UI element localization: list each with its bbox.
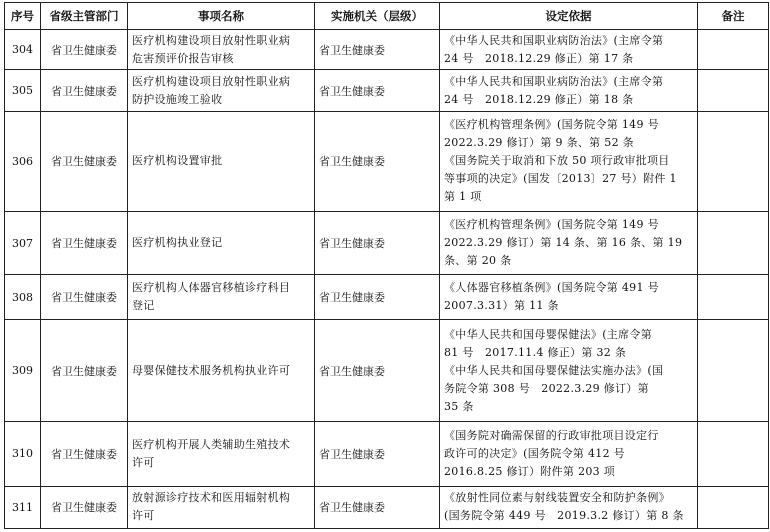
item-name-line: 防护设施竣工验收 bbox=[132, 92, 223, 106]
row-dept: 省卫生健康委 bbox=[41, 30, 128, 70]
row-dept: 省卫生健康委 bbox=[41, 486, 128, 529]
basis-line: 35 条 bbox=[444, 399, 474, 413]
row-note bbox=[698, 70, 769, 111]
row-basis bbox=[440, 111, 698, 211]
row-basis bbox=[440, 486, 698, 529]
row-note bbox=[698, 486, 769, 529]
row-agency: 省卫生健康委 bbox=[315, 30, 440, 70]
basis-line: 条、第 20 条 bbox=[444, 254, 512, 268]
row-dept: 省卫生健康委 bbox=[41, 70, 128, 111]
row-note bbox=[698, 30, 769, 70]
item-name-line: 母婴保健技术服务机构执业许可 bbox=[132, 363, 291, 377]
basis-line: 24 号 2018.12.29 修正）第 18 条 bbox=[444, 92, 634, 106]
basis-line: 2007.3.31）第 11 条 bbox=[444, 299, 559, 313]
row-no: 308 bbox=[5, 275, 41, 320]
table-row bbox=[5, 70, 769, 111]
row-item-name bbox=[128, 486, 315, 529]
item-name-line: 放射源诊疗技术和医用辐射机构 bbox=[132, 491, 291, 505]
row-agency: 省卫生健康委 bbox=[315, 70, 440, 111]
row-no: 305 bbox=[5, 70, 41, 111]
row-no: 309 bbox=[5, 319, 41, 421]
item-name-line: 医疗机构人体器官移植诊疗科目 bbox=[132, 281, 291, 295]
row-item-name bbox=[128, 319, 315, 421]
table-row bbox=[5, 422, 769, 486]
row-agency: 省卫生健康委 bbox=[315, 422, 440, 486]
row-dept: 省卫生健康委 bbox=[41, 111, 128, 211]
basis-line: 务院令第 308 号 2022.3.29 修订）第 bbox=[444, 381, 649, 395]
table-row bbox=[5, 486, 769, 529]
basis-line: 政许可的决定》(国务院令第 412 号 bbox=[444, 446, 625, 460]
row-item-name bbox=[128, 422, 315, 486]
row-no: 310 bbox=[5, 422, 41, 486]
row-basis bbox=[440, 30, 698, 70]
row-note bbox=[698, 111, 769, 211]
item-name-line: 医疗机构开展人类辅助生殖技术 bbox=[132, 437, 291, 451]
table-row bbox=[5, 111, 769, 211]
row-agency: 省卫生健康委 bbox=[315, 111, 440, 211]
row-basis bbox=[440, 422, 698, 486]
row-basis bbox=[440, 70, 698, 111]
item-name-line: 医疗机构执业登记 bbox=[132, 236, 223, 250]
basis-line: 第 1 项 bbox=[444, 190, 482, 204]
basis-line: 《医疗机构管理条例》(国务院令第 149 号 bbox=[444, 118, 659, 132]
table-row bbox=[5, 319, 769, 421]
row-note bbox=[698, 422, 769, 486]
basis-line: 《国务院关于取消和下放 50 项行政审批项目 bbox=[444, 154, 670, 168]
row-item-name bbox=[128, 275, 315, 320]
row-basis bbox=[440, 212, 698, 275]
row-dept: 省卫生健康委 bbox=[41, 275, 128, 320]
row-agency: 省卫生健康委 bbox=[315, 486, 440, 529]
row-no: 304 bbox=[5, 30, 41, 70]
basis-line: 81 号 2017.11.4 修正）第 32 条 bbox=[444, 345, 627, 359]
row-no: 307 bbox=[5, 212, 41, 275]
row-dept: 省卫生健康委 bbox=[41, 422, 128, 486]
basis-line: 《医疗机构管理条例》(国务院令第 149 号 bbox=[444, 218, 659, 232]
row-note bbox=[698, 319, 769, 421]
header-no: 序号 bbox=[5, 3, 41, 30]
row-item-name bbox=[128, 111, 315, 211]
basis-line: 2022.3.29 修订）第 9 条、第 52 条 bbox=[444, 136, 634, 150]
header-note: 备注 bbox=[698, 3, 769, 30]
basis-line: 2016.8.25 修订）附件第 203 项 bbox=[444, 464, 616, 478]
header-dept: 省级主管部门 bbox=[41, 3, 128, 30]
row-basis bbox=[440, 319, 698, 421]
basis-line: 《中华人民共和国母婴保健法实施办法》(国 bbox=[444, 363, 664, 377]
row-no: 306 bbox=[5, 111, 41, 211]
item-name-line: 医疗机构建设项目放射性职业病 bbox=[132, 33, 291, 47]
header-basis: 设定依据 bbox=[440, 3, 698, 30]
basis-line: (国务院令第 449 号 2019.3.2 修订）第 8 条 bbox=[444, 509, 684, 523]
basis-line: 《国务院对确需保留的行政审批项目设定行 bbox=[444, 428, 659, 442]
row-agency: 省卫生健康委 bbox=[315, 275, 440, 320]
row-item-name bbox=[128, 212, 315, 275]
basis-line: 《中华人民共和国职业病防治法》(主席令第 bbox=[444, 74, 664, 88]
item-name-line: 危害预评价报告审核 bbox=[132, 51, 234, 65]
header-row bbox=[5, 3, 769, 30]
header-item-name: 事项名称 bbox=[128, 3, 315, 30]
row-note bbox=[698, 275, 769, 320]
row-note bbox=[698, 212, 769, 275]
row-no: 311 bbox=[5, 486, 41, 529]
table-body bbox=[5, 30, 769, 529]
table-row bbox=[5, 212, 769, 275]
basis-line: 24 号 2018.12.29 修正）第 17 条 bbox=[444, 51, 634, 65]
table-row bbox=[5, 275, 769, 320]
basis-line: 《人体器官移植条例》(国务院令第 491 号 bbox=[444, 281, 659, 295]
basis-line: 《中华人民共和国母婴保健法》(主席令第 bbox=[444, 327, 652, 341]
header-agency: 实施机关（层级） bbox=[315, 3, 440, 30]
item-name-line: 医疗机构设置审批 bbox=[132, 154, 223, 168]
item-name-line: 许可 bbox=[132, 455, 155, 469]
basis-line: 《中华人民共和国职业病防治法》(主席令第 bbox=[444, 33, 664, 47]
row-item-name bbox=[128, 70, 315, 111]
basis-line: 《放射性同位素与射线装置安全和防护条例》 bbox=[444, 491, 670, 505]
row-dept: 省卫生健康委 bbox=[41, 212, 128, 275]
table-row bbox=[5, 30, 769, 70]
row-agency: 省卫生健康委 bbox=[315, 319, 440, 421]
item-name-line: 登记 bbox=[132, 299, 155, 313]
item-name-line: 许可 bbox=[132, 509, 155, 523]
row-basis bbox=[440, 275, 698, 320]
item-name-line: 医疗机构建设项目放射性职业病 bbox=[132, 74, 291, 88]
basis-line: 2022.3.29 修订）第 14 条、第 16 条、第 19 bbox=[444, 236, 683, 250]
row-agency: 省卫生健康委 bbox=[315, 212, 440, 275]
row-dept: 省卫生健康委 bbox=[41, 319, 128, 421]
basis-line: 等事项的决定》(国发〔2013〕27 号）附件 1 bbox=[444, 172, 677, 186]
row-item-name bbox=[128, 30, 315, 70]
permit-table bbox=[4, 2, 769, 529]
